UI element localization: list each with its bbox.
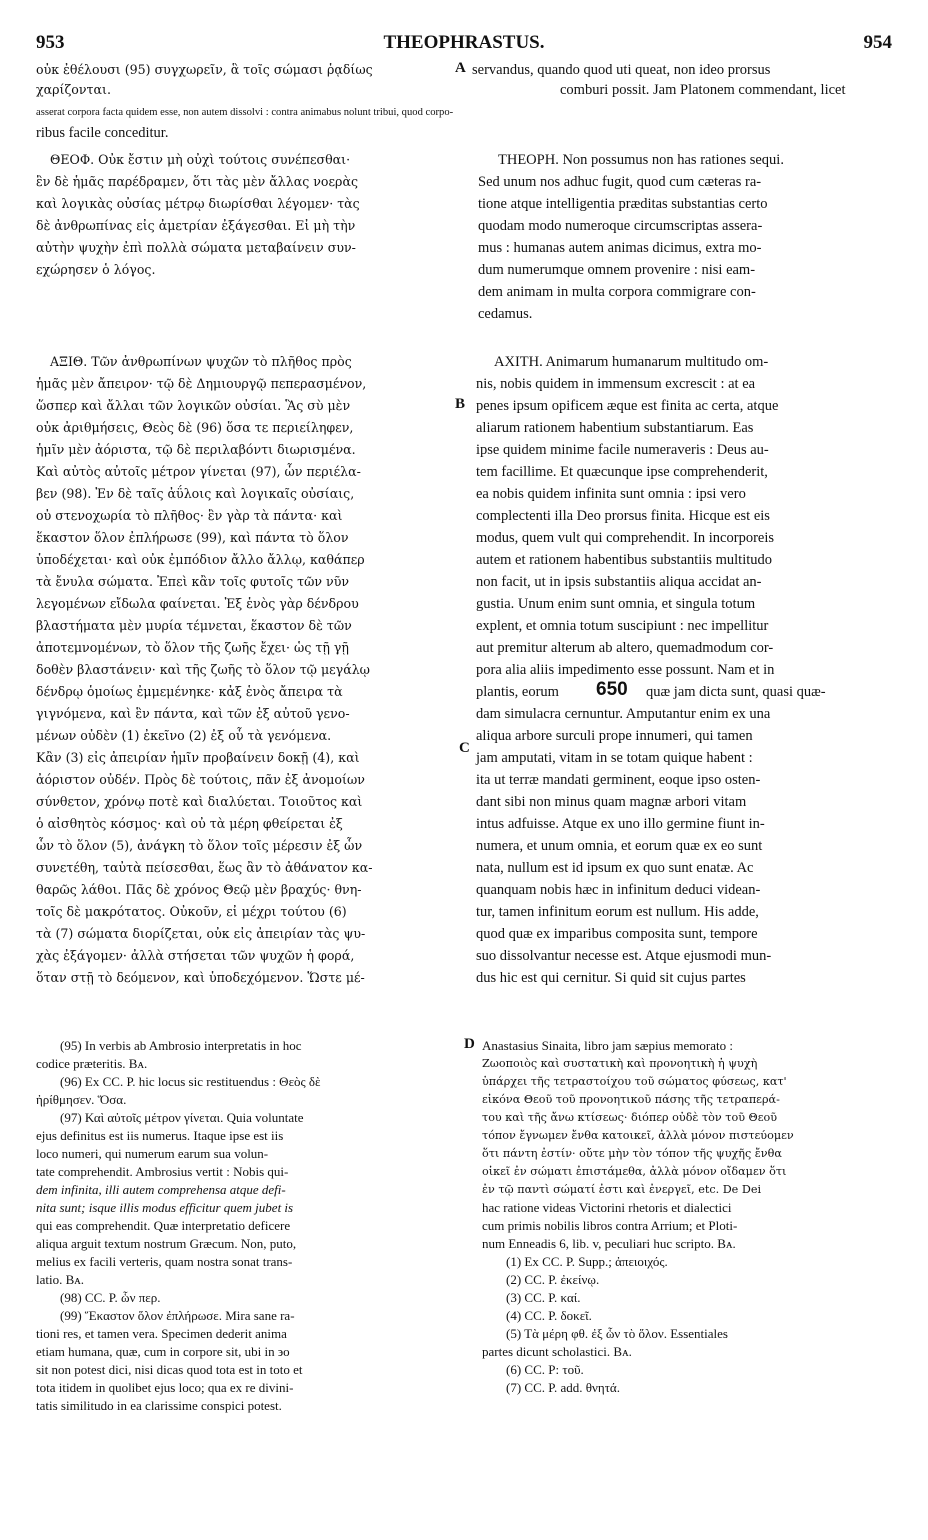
text-line: δὲ ἀνθρωπίνας εἰς ἀμετρίαν ἐξάγεσθαι. Εἰ μὴ τὴν xyxy=(36,218,356,233)
footnote-line: ejus definitus est iis numerus. Itaque ipse est iis xyxy=(36,1128,284,1143)
text-line: modus, quem vult qui comprehendit. In incorporeis xyxy=(476,530,775,546)
footnote-line: aliqua arguit textum nostrum Græcum. Non, puto, xyxy=(36,1236,297,1251)
text-line: οὐ στενοχωρία τὸ πλῆθος· ἓν γὰρ τὰ πάντα· καὶ xyxy=(36,508,343,523)
text-line: δένδρῳ ὁμοίως ἐμμεμένηκε· κἀξ ἑνὸς ἄπειρα τὰ xyxy=(36,684,343,699)
text-line: ἓν δὲ ἡμᾶς παρέδραμεν, ὅτι τὰς μὲν ἄλλας νοερὰς xyxy=(36,174,358,189)
text-line: ribus facile conceditur. xyxy=(36,125,169,141)
footnote-line: tatis similitudo in ea clarissime conspici potest. xyxy=(36,1398,282,1413)
footnote-line: cum primis nobilis libros contra Arrium; et Ploti- xyxy=(482,1218,738,1233)
footnote-line: (97) Καὶ αὐτοῖς μέτρον γίνεται. Quia voluntate xyxy=(60,1110,304,1125)
text-line: ἀποτεμνομένων, τὸ ὅλον τῆς ζωῆς ἔχει· ὡς τῇ γῇ xyxy=(36,640,349,655)
text-line: dum numerumque omnem provenire : nisi eam- xyxy=(478,262,756,278)
text-line: comburi possit. Jam Platonem commendant, licet xyxy=(560,82,846,98)
right-column-number: 954 xyxy=(863,32,892,53)
text-line: plantis, eorum xyxy=(476,684,559,700)
text-line: ὑποδέχεται· καὶ οὐκ ἐμπόδιον ἄλλο ἄλλῳ, καθάπερ xyxy=(36,552,365,567)
text-line: ὥσπερ καὶ ἄλλαι τῶν λογικῶν οὐσίαι. Ἃς σὺ μὲν xyxy=(36,398,351,413)
text-line: complectenti illa Deo prorsus finita. Hicque est eis xyxy=(476,508,770,524)
text-line: θαρῶς λάθοι. Πᾶς δὲ χρόνος Θεῷ μὲν βραχύς· θνη- xyxy=(36,882,362,897)
text-line: numera, et unum omnia, et eorum quæ ex eo sunt xyxy=(476,838,763,854)
text-line: ΘΕΟΦ. Οὐκ ἔστιν μὴ οὐχὶ τούτοις συνέπεσθαι· xyxy=(50,152,351,167)
text-line: cedamus. xyxy=(478,306,533,322)
text-line: τὰ ἔνυλα σώματα. Ἐπεὶ κἂν τοῖς φυτοῖς τῶν νῦν xyxy=(36,574,350,589)
footnote-line: ὑπάρχει τῆς τετραστοίχου τοῦ σώματος φύσεως, κατ' xyxy=(482,1075,787,1088)
text-line: ὧν τὸ ὅλον (5), ἀνάγκη τὸ ὅλον τοῖς μέρεσιν ἐξ ὧν xyxy=(36,838,363,853)
text-line: γιγνόμενα, καὶ ἓν πάντα, καὶ τῶν ἐξ αὐτοῦ γενο- xyxy=(36,706,350,721)
text-line: ea nobis quidem infinita sunt omnia : ipsi vero xyxy=(476,486,746,502)
footnote-line: latio. Bᴀ. xyxy=(36,1272,85,1287)
text-line: συνετέθη, ταὐτὰ πείσεσθαι, ἕως ἂν τὸ ἀθάνατον κα- xyxy=(36,860,373,875)
text-line: suo dissolvantur necesse est. Atque ejusmodi mun- xyxy=(476,948,772,964)
text-line: aut premitur alterum ab altero, quemadmodum cor- xyxy=(476,640,774,656)
text-line: ἀόριστον οὐδέν. Πρὸς δὲ τούτοις, πᾶν ἐξ ἀνομοίων xyxy=(36,772,365,787)
text-line: dus hic est qui cernitur. Si quid sit cujus partes xyxy=(476,970,746,986)
text-line: gustia. Unum enim sunt omnia, et singula totum xyxy=(476,596,756,612)
text-line: ὅταν στῇ τὸ δεόμενον, καὶ ὑποδεχόμενον. Ὥστε μέ- xyxy=(36,970,365,985)
margin-letter-c: C xyxy=(459,740,470,756)
text-line: αὐτὴν ψυχὴν ἐπὶ πολλὰ σώματα μεταβαίνειν συν- xyxy=(36,240,356,255)
footnote-line: (4) CC. P. δοκεῖ. xyxy=(506,1308,592,1323)
text-line: ΑΞΙΘ. Τῶν ἀνθρωπίνων ψυχῶν τὸ πλῆθος πρὸς xyxy=(50,354,352,369)
text-line: aliqua arbore surculi prope innumeri, qui tamen xyxy=(476,728,753,744)
text-line: explent, et omnia totum suscipiunt : nec impellitur xyxy=(476,618,769,634)
footnote-line: ὅτι πάντη ἐστίν· οὔτε μὴν τὸν τόπον τῆς ψυχῆς ἔνθα xyxy=(482,1147,782,1160)
text-line: χαρίζονται. xyxy=(36,82,111,97)
text-line: βεν (98). Ἐν δὲ ταῖς ἀΰλοις καὶ λογικαῖς οὐσίαις, xyxy=(36,486,355,501)
footnote-line: tioni res, et tamen vera. Specimen dederit anima xyxy=(36,1326,287,1341)
text-line: τοῖς δὲ μακρότατος. Οὐκοῦν, εἰ μέχρι τούτου (6) xyxy=(36,904,347,919)
footnote-line: (7) CC. P. add. θνητά. xyxy=(506,1380,620,1395)
text-line: quanquam nobis hæc in infinitum deduci videan- xyxy=(476,882,761,898)
text-line: dant sibi non minus quam magnæ arbori vitam xyxy=(476,794,747,810)
text-line: nis, nobis quidem in immensum excrescit : at ea xyxy=(476,376,756,392)
text-line: penes ipsum opificem æque est finita ac certa, atque xyxy=(476,398,779,414)
text-line: Sed unum nos adhuc fugit, quod cum cæteras ra- xyxy=(478,174,762,190)
footnote-line: nita sunt; isque illis modus efficitur quem jubet is xyxy=(36,1200,294,1215)
footnote-line: (98) CC. P. ὧν περ. xyxy=(60,1290,161,1305)
text-line: οὐκ ἀριθμήσεις, Θεὸς δὲ (96) ὅσα τε περιείληφεν, xyxy=(36,420,354,435)
text-line: quod quæ ex imparibus composita sunt, tempore xyxy=(476,926,758,942)
footnote-line: εἰκόνα Θεοῦ τοῦ προνοητικοῦ πάσης τῆς τετραπερά- xyxy=(482,1093,780,1106)
running-header xyxy=(36,32,892,54)
footnote-line: (1) Ex CC. P. Supp.; ἀπειοιχός. xyxy=(506,1254,668,1269)
footnote-line: tate comprehendit. Ambrosius vertit : Nobis qui- xyxy=(36,1164,289,1179)
text-line: βλαστήματα μὲν μυρία τέμνεται, ἕκαστον δὲ τῶν xyxy=(36,618,352,633)
text-line: Καὶ αὐτὸς αὐτοῖς μέτρον γίνεται (97), ὧν περιέλα- xyxy=(36,464,361,479)
footnote-line: (95) In verbis ab Ambrosio interpretatis in hoc xyxy=(60,1038,302,1053)
margin-letter-d: D xyxy=(464,1036,475,1052)
footnote-line: num Enneadis 6, lib. v, peculiari huc scripto. Bᴀ. xyxy=(482,1236,736,1251)
text-line: tur, tamen infinitum eorum est nullum. His adde, xyxy=(476,904,759,920)
text-line: servandus, quando quod uti queat, non ideo prorsus xyxy=(472,62,771,78)
footnote-line: του καὶ τῆς ἄνω κτίσεως· διόπερ οὐδὲ τὸν τοῦ Θεοῦ xyxy=(482,1111,778,1124)
text-line: THEOPH. Non possumus non has rationes sequi. xyxy=(498,152,784,168)
text-line: autem et rationem habentibus substantiis multitudo xyxy=(476,552,772,568)
footnote-line: (96) Ex CC. P. hic locus sic restituendus : Θεὸς δὲ xyxy=(60,1074,321,1089)
text-line: οὐκ ἐθέλουσι (95) συγχωρεῖν, ἃ τοῖς σώμασι ῥᾳδίως xyxy=(36,62,373,77)
text-line: χὰς ἐξάγομεν· ἀλλὰ στήσεται τῶν ψυχῶν ἡ φορά, xyxy=(36,948,355,963)
text-line: ἡμῖν μὲν ἀόριστα, τῷ δὲ περιλαβόντι διωρισμένα. xyxy=(36,442,356,457)
text-line: ἡμᾶς μὲν ἄπειρον· τῷ δὲ Δημιουργῷ πεπερασμένον, xyxy=(36,376,367,391)
footnote-line: ἠρίθμησεν. Ὅσα. xyxy=(36,1092,127,1107)
text-line: mus : humanas autem animas dicimus, extra mo- xyxy=(478,240,762,256)
text-line: καὶ λογικὰς οὐσίας μέτρῳ διωρίσθαι λέγομεν· τὰς xyxy=(36,196,360,211)
column-number-badge: 650 xyxy=(596,679,628,700)
footnote-line: tota itidem in quolibet ejus loco; qua ex re divini- xyxy=(36,1380,294,1395)
footnote-line: Ζωοποιὸς καὶ συστατικὴ καὶ προνοητικὴ ἡ ψυχὴ xyxy=(482,1057,758,1070)
text-line: εχώρησεν ὁ λόγος. xyxy=(36,262,156,277)
text-line: ὁ αἰσθητὸς κόσμος· καὶ οὐ τὰ μέρη φθείρεται ἐξ xyxy=(36,816,343,831)
text-line: ipse quidem minime facile numeraveris : Deus au- xyxy=(476,442,769,458)
footnote-line: τόπον ἔγνωμεν ἔνθα κατοικεῖ, ἀλλὰ μόνον πιστεύομεν xyxy=(482,1129,794,1142)
text-line: dam simulacra cernuntur. Amputantur enim ex una xyxy=(476,706,771,722)
footnote-line: qui eas comprehendit. Quæ interpretatio deficere xyxy=(36,1218,291,1233)
text-line: asserat corpora facta quidem esse, non autem dissolvi : contra animabus nolunt tribui, quod corpo- xyxy=(36,107,454,118)
footnote-line: etiam humana, quæ, cum in corpore sit, ubi in ϶o xyxy=(36,1344,290,1359)
footnote-line: (3) CC. P. καί. xyxy=(506,1290,581,1305)
text-line: AXITH. Animarum humanarum multitudo om- xyxy=(494,354,769,370)
text-line: nata, nullum est id ipsum ex quo sunt enatæ. Ac xyxy=(476,860,754,876)
text-line: tem facillime. Et quæcunque ipse comprehenderit, xyxy=(476,464,768,480)
footnote-line: (6) CC. P: τοῦ. xyxy=(506,1362,584,1377)
text-line: dem animam in multa corpora commigrare con- xyxy=(478,284,756,300)
running-title: THEOPHRASTUS. xyxy=(383,32,545,53)
footnote-line: Anastasius Sinaita, libro jam sæpius memorato : xyxy=(482,1038,733,1053)
text-line: quodam modo numeroque circumscriptas assera- xyxy=(478,218,763,234)
left-column-number: 953 xyxy=(36,32,65,53)
footnote-line: codice præteritis. Bᴀ. xyxy=(36,1056,148,1071)
footnote-line: (2) CC. P. ἐκείνῳ. xyxy=(506,1272,600,1287)
text-line: quæ jam dicta sunt, quasi quæ- xyxy=(646,684,826,700)
footnote-line: loco numeri, qui numerum earum sua volun- xyxy=(36,1146,269,1161)
text-line: Κἂν (3) εἰς ἀπειρίαν ἡμῖν προβαίνειν δοκῇ (4), καὶ xyxy=(36,750,360,765)
text-line: tione atque intelligentia præditas substantias certo xyxy=(478,196,768,212)
footnote-line: dem infinita, illi autem comprehensa atque defi- xyxy=(36,1182,286,1197)
footnote-line: ἐν τῷ παντὶ σώματί ἐστι καὶ ἐνεργεῖ, etc. De Dei xyxy=(482,1183,762,1196)
text-line: λεγομένων εἴδωλα φαίνεται. Ἐξ ἑνὸς γὰρ δένδρου xyxy=(36,596,359,611)
footnote-line: sit non potest dici, nisi dicas quod tota est in toto et xyxy=(36,1362,303,1377)
margin-letter-a: A xyxy=(455,60,466,76)
text-line: ἕκαστον ὅλον ἐπλήρωσε (99), καὶ πάντα τὸ ὅλον xyxy=(36,530,349,545)
text-line: aliarum rationem habentium substantiarum. Eas xyxy=(476,420,754,436)
text-line: μένων οὐδὲν (1) ἐκεῖνο (2) ἐξ οὗ τὰ γενόμενα. xyxy=(36,728,332,743)
margin-letter-b: B xyxy=(455,396,466,412)
footnote-line: melius ex facili verteris, quam nostra sonat trans- xyxy=(36,1254,293,1269)
text-line: non facit, ut in ipsis substantiis aliqua accidat an- xyxy=(476,574,762,590)
footnote-line: οἰκεῖ ἐν σώματι ἐπιστάμεθα, ἀλλὰ μόνον οἴδαμεν ὅτι xyxy=(482,1165,787,1178)
text-line: intus adfuisse. Atque ex uno illo germine fiunt in- xyxy=(476,816,765,832)
footnote-line: partes dicunt scholastici. Bᴀ. xyxy=(482,1344,632,1359)
text-line: δοθὲν βλαστάνειν· καὶ τῆς ζωῆς τὸ ὅλον τῷ μεγάλῳ xyxy=(36,662,370,677)
text-line: jam amputati, vitam in se totam quique habent : xyxy=(476,750,753,766)
text-line: τὰ (7) σώματα διορίζεται, οὐκ εἰς ἀπειρίαν τὰς ψυ- xyxy=(36,926,366,941)
text-line: pora alia aliis impedimento esse possunt. Nam et in xyxy=(476,662,775,678)
text-line: ita ut terræ mandati germinent, eoque ipso osten- xyxy=(476,772,761,788)
footnote-line: (99) Ἕκαστον ὅλον ἐπλήρωσε. Mira sane ra- xyxy=(60,1308,295,1323)
footnote-line: (5) Τὰ μέρη φθ. ἐξ ὧν τὸ ὅλον. Essentiales xyxy=(506,1326,728,1341)
footnote-line: hac ratione videas Victorini rhetoris et dialectici xyxy=(482,1200,732,1215)
text-line: σύνθετον, χρόνῳ ποτὲ καὶ διαλύεται. Τοιοῦτος καὶ xyxy=(36,794,363,809)
